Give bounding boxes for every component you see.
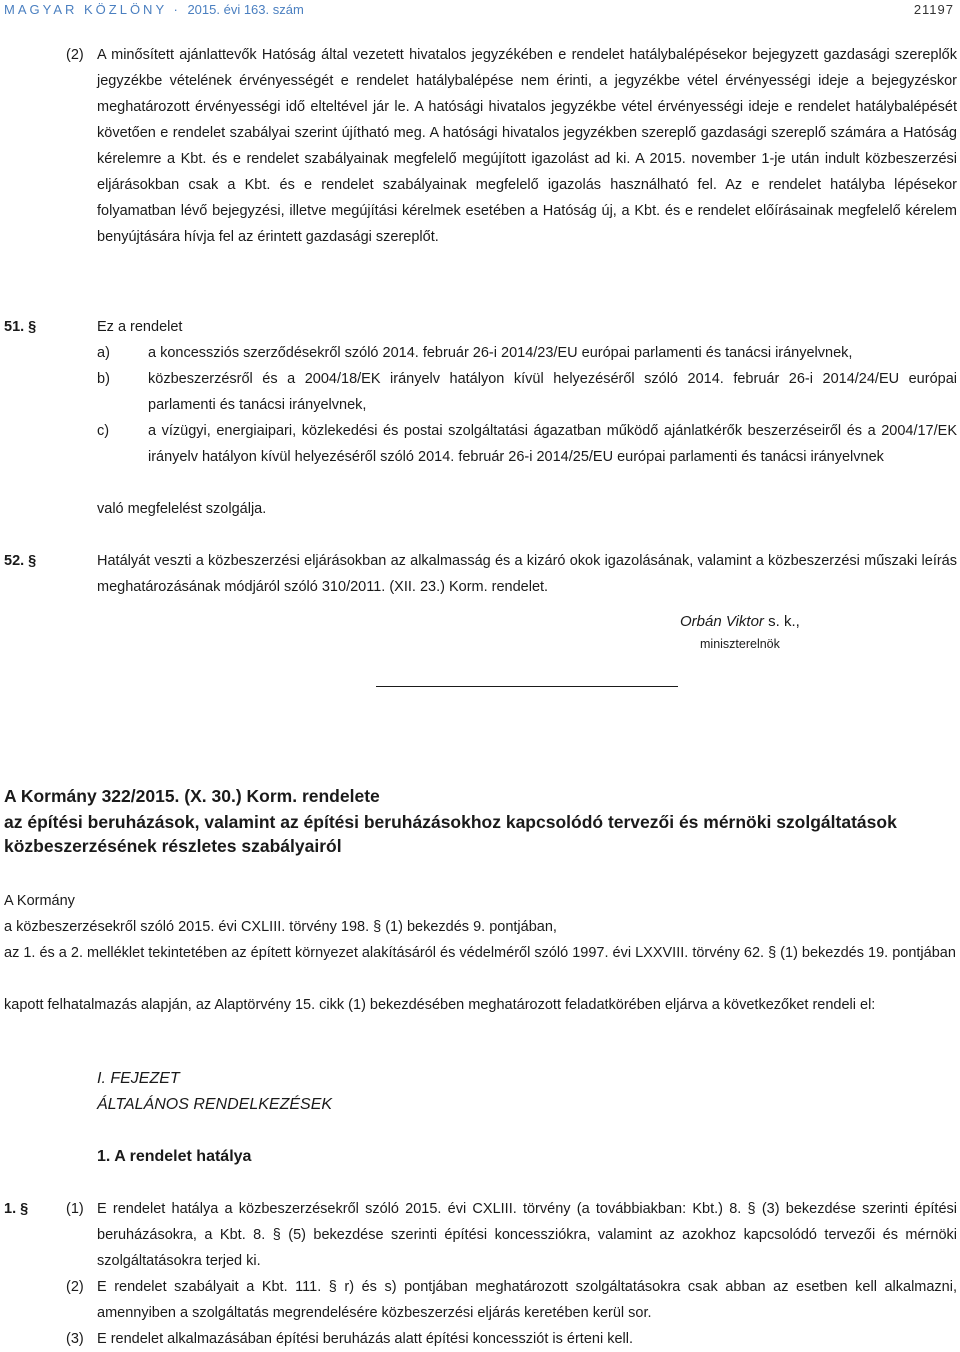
section-52-number: 52. § [4,553,37,569]
preamble-authority-2: az 1. és a 2. melléklet tekintetében az épített környezet alakításáról és védelméről szóló 1997. évi LXXVIII. törvény 62. § (1) bekezdés 19. pontjában [4,945,956,961]
list-letter-a: a) [97,345,110,361]
section-1-paragraph-1-marker: (1) [66,1201,84,1217]
section-1-paragraph-3-marker: (3) [66,1331,84,1347]
chapter-number: I. FEJEZET [97,1070,180,1087]
signature-name [680,612,800,632]
publication-name: MAGYAR KÖZLÖNY [4,2,167,17]
section-52-text: Hatályát veszti a közbeszerzési eljárásokban az alkalmasság és a kizáró okok igazolásának, valamint a közbeszerzési műszaki leírás meghatározásának módjáról szóló 310/2011. (XII. 23.) Korm. rendelet. [97,553,957,595]
section-1-paragraph-2-marker: (2) [66,1279,84,1295]
paragraph-2-text: A minősített ajánlattevők Hatóság által vezetett hivatalos jegyzékében e rendelet hatálybalépésekor bejegyzett gazdasági szereplők jegyzékbe vételének érvényességét e rendelet hatálybalépése nem érinti, a jegyzékbe vétel érvényességi ideje a bejegyzéskor meghatározott érvényességi idő elteltével jár le. A hatósági hivatalos jegyzékbe vétel érvényességi ideje e rendelet hatálybalépését követően e rendelet szabályai szerint újítható meg. A hatósági hivatalos jegyzékben szereplő gazdasági szereplő számára a Hatóság kérelemre a Kbt. és e rendelet szabályainak megfelelő megújított igazolást ad ki. A 2015. november 1-je után indult közbeszerzési eljárásokban csak a Kbt. és e rendelet szabályainak megfelelő igazolás használható fel. Az e rendelet hatályba lépésekor folyamatban lévő bejegyzési, illetve megújítási kérelmek esetében a Hatóság új, a Kbt. és e rendelet előírásainak megfelelő kérelem benyújtására hívja fel az érintett gazdasági szereplőt. [97,47,957,245]
section-1-number: 1. § [4,1201,29,1217]
header-publication: MAGYAR KÖZLÖNY · 2015. évi 163. szám [4,2,304,17]
issue-number: 2015. évi 163. szám [187,2,304,17]
page-header [4,0,954,20]
paragraph-marker: (2) [66,47,84,63]
chapter-title: ÁLTALÁNOS RENDELKEZÉSEK [97,1096,333,1113]
section-51-closing: való megfelelést szolgálja. [97,501,267,517]
section-51-intro: Ez a rendelet [97,319,183,335]
list-item-a: a koncessziós szerződésekről szóló 2014. február 26-i 2014/23/EU európai parlamenti és tanácsi irányelvnek, [148,345,853,361]
preamble-enactment: kapott felhatalmazás alapján, az Alaptörvény 15. cikk (1) bekezdésében meghatározott feladatkörében eljárva a következőket rendeli el: [4,997,876,1013]
signatory-suffix: s. k., [763,613,800,630]
section-1-paragraph-3: E rendelet alkalmazásában építési beruházás alatt építési koncessziót is érteni kell. [97,1331,633,1347]
page-number: 21197 [913,2,954,17]
list-letter-c: c) [97,423,110,439]
section-1-paragraph-1: E rendelet hatálya a közbeszerzésekről szóló 2015. évi CXLIII. törvény (a továbbiakban: Kbt.) 8. § (3) bekezdése szerinti építési beruházásokra, a Kbt. 8. § (5) bekezdése szerinti építési koncessziókra, valamint az azokhoz kapcsolódó tervezői és mérnöki szolgáltatásokra terjed ki. [97,1201,957,1269]
section-1-paragraph-2: E rendelet szabályait a Kbt. 111. § r) és s) pontjában meghatározott szolgáltatásokra csak abban az esetben kell alkalmazni, amennyiben a szolgáltatás megrendelésére közbeszerzési eljárás keretében kerül sor. [97,1279,957,1321]
list-letter-b: b) [97,371,110,387]
preamble-authority-1: a közbeszerzésekről szóló 2015. évi CXLIII. törvény 198. § (1) bekezdés 9. pontjában, [4,919,557,935]
decree-title-number: A Kormány 322/2015. (X. 30.) Korm. rendelete [4,786,380,806]
decree-title-subject: az építési beruházások, valamint az építési beruházásokhoz kapcsolódó tervezői és mérnöki szolgáltatások közbeszerzésének részletes szabályairól [4,812,897,856]
signatory-name: Orbán Viktor [680,613,764,630]
list-item-b: közbeszerzésről és a 2004/18/EK irányelv hatályon kívül helyezéséről szóló 2014. február 26-i 2014/24/EU európai parlamenti és tanácsi irányelvnek, [148,371,957,413]
preamble-subject: A Kormány [4,893,75,909]
section-divider [376,686,678,687]
section-51-number: 51. § [4,319,37,335]
list-item-c: a vízügyi, energiaipari, közlekedési és postai szolgáltatási ágazatban működő ajánlatkérők beszerzéseiről és a 2004/17/EK irányelv hatályon kívül helyezéséről szóló 2014. február 26-i 2014/25/EU európai parlamenti és tanácsi irányelvnek [148,423,957,465]
chapter-subtitle: 1. A rendelet hatálya [97,1148,252,1165]
signatory-title: miniszterelnök [700,637,780,651]
